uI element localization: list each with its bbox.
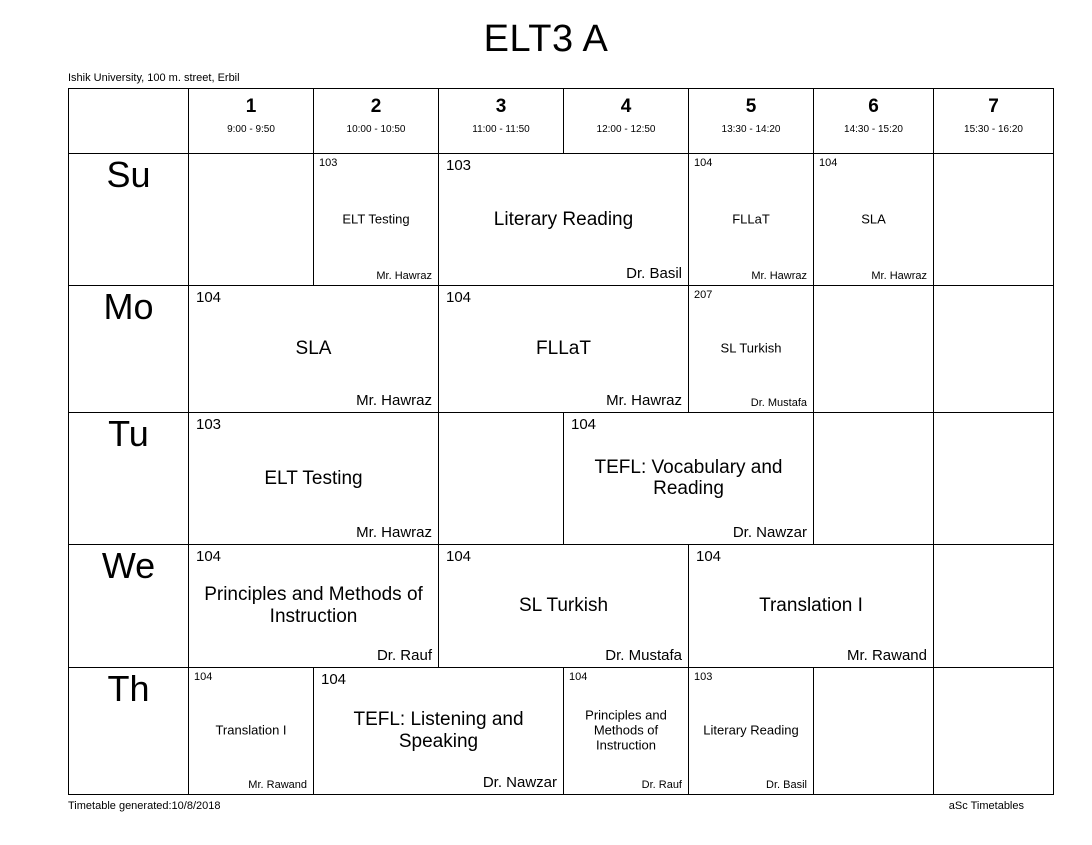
- subject-label: Literary Reading: [493, 208, 634, 230]
- room-label: 207: [694, 289, 713, 301]
- cell-su-1-empty[interactable]: [189, 154, 314, 286]
- period-time: 10:00 - 10:50: [346, 123, 406, 135]
- day-label-tu: Tu: [69, 413, 189, 545]
- period-time: 13:30 - 14:20: [721, 123, 781, 135]
- period-time: 11:00 - 11:50: [472, 123, 530, 135]
- teacher-label: Dr. Nawzar: [732, 524, 807, 541]
- room-label: 103: [196, 416, 222, 433]
- period-header-1: [189, 89, 314, 154]
- lesson-block: [314, 668, 563, 794]
- subject-label: Literary Reading: [703, 722, 799, 738]
- corner-cell: [69, 89, 189, 154]
- lesson-block: [189, 668, 313, 794]
- timetable-grid: [68, 88, 1054, 795]
- day-label-mo: Mo: [69, 286, 189, 413]
- teacher-label: Mr. Rawand: [846, 647, 927, 664]
- room-label: 104: [819, 157, 838, 169]
- subject-label: SL Turkish: [720, 340, 782, 356]
- timetable-header-row: [69, 89, 1054, 154]
- cell-we-5-6[interactable]: [689, 545, 934, 668]
- cell-tu-1-2[interactable]: [189, 413, 439, 545]
- teacher-label: Dr. Mustafa: [750, 397, 807, 409]
- room-label: 104: [321, 671, 347, 688]
- lesson-block: [689, 154, 813, 285]
- subject-label: Principles and Methods of Instruction: [585, 707, 667, 753]
- period-time: 9:00 - 9:50: [227, 123, 275, 135]
- day-row-mo: [69, 286, 1054, 413]
- day-label-su: Su: [69, 154, 189, 286]
- cell-tu-3-empty[interactable]: [439, 413, 564, 545]
- cell-tu-7-empty[interactable]: [934, 413, 1054, 545]
- teacher-label: Dr. Mustafa: [605, 647, 682, 664]
- subject-label: TEFL: Listening and Speaking: [353, 709, 524, 752]
- lesson-block: [689, 545, 933, 667]
- cell-th-2-3[interactable]: [314, 668, 564, 795]
- room-label: 104: [446, 289, 472, 306]
- cell-we-7-empty[interactable]: [934, 545, 1054, 668]
- cell-mo-7-empty[interactable]: [934, 286, 1054, 413]
- period-header-7: [934, 89, 1054, 154]
- subject-label: SL Turkish: [518, 595, 609, 617]
- period-number: 3: [495, 96, 507, 117]
- cell-th-4[interactable]: [564, 668, 689, 795]
- subject-label: ELT Testing: [264, 467, 363, 489]
- period-number: 7: [988, 96, 999, 117]
- subject-label: TEFL: Vocabulary and Reading: [594, 456, 783, 500]
- teacher-label: Mr. Hawraz: [606, 392, 682, 409]
- cell-su-5[interactable]: [689, 154, 814, 286]
- lesson-block: [439, 154, 688, 285]
- teacher-label: Mr. Rawand: [248, 779, 307, 791]
- cell-mo-3-4[interactable]: [439, 286, 689, 413]
- cell-su-6[interactable]: [814, 154, 934, 286]
- teacher-label: Mr. Hawraz: [356, 524, 432, 541]
- footer-generated-date: Timetable generated:10/8/2018: [68, 800, 221, 812]
- period-header-4: [564, 89, 689, 154]
- day-label-we: We: [69, 545, 189, 668]
- room-label: 104: [196, 289, 222, 306]
- teacher-label: Mr. Hawraz: [751, 270, 807, 282]
- day-row-th: [69, 668, 1054, 795]
- room-label: 103: [694, 671, 713, 683]
- cell-tu-4-5[interactable]: [564, 413, 814, 545]
- lesson-block: [439, 545, 688, 667]
- room-label: 104: [696, 548, 722, 565]
- subject-label: Translation I: [759, 595, 863, 617]
- period-header-6: [814, 89, 934, 154]
- lesson-block: [189, 413, 438, 544]
- cell-mo-5[interactable]: [689, 286, 814, 413]
- cell-mo-1-2[interactable]: [189, 286, 439, 413]
- cell-we-3-4[interactable]: [439, 545, 689, 668]
- teacher-label: Mr. Hawraz: [356, 392, 432, 409]
- cell-th-1[interactable]: [189, 668, 314, 795]
- day-label-th: Th: [69, 668, 189, 795]
- room-label: 104: [569, 671, 588, 683]
- teacher-label: Dr. Basil: [766, 779, 807, 791]
- period-time: 12:00 - 12:50: [596, 123, 656, 135]
- cell-th-6-empty[interactable]: [814, 668, 934, 795]
- period-number: 6: [868, 96, 879, 117]
- lesson-block: [564, 668, 688, 794]
- teacher-label: Dr. Rauf: [641, 779, 682, 791]
- teacher-label: Dr. Rauf: [376, 647, 432, 664]
- room-label: 104: [194, 671, 213, 683]
- room-label: 103: [446, 157, 472, 174]
- lesson-block: [439, 286, 688, 412]
- lesson-block: [564, 413, 813, 544]
- period-header-5: [689, 89, 814, 154]
- cell-su-3-4[interactable]: [439, 154, 689, 286]
- cell-mo-6-empty[interactable]: [814, 286, 934, 413]
- subject-label: ELT Testing: [342, 211, 410, 227]
- cell-tu-6-empty[interactable]: [814, 413, 934, 545]
- day-row-we: [69, 545, 1054, 668]
- teacher-label: Mr. Hawraz: [376, 270, 432, 282]
- period-header-2: [314, 89, 439, 154]
- day-row-su: [69, 154, 1054, 286]
- period-time: 14:30 - 15:20: [844, 123, 903, 135]
- lesson-block: [189, 286, 438, 412]
- lesson-block: [689, 286, 813, 412]
- subject-label: SLA: [295, 338, 332, 360]
- subject-label: SLA: [861, 211, 886, 227]
- lesson-block: [189, 545, 438, 667]
- room-label: 104: [694, 157, 713, 169]
- subject-label: FLLaT: [536, 338, 591, 360]
- cell-su-7-empty[interactable]: [934, 154, 1054, 286]
- teacher-label: Dr. Nawzar: [482, 774, 557, 791]
- subject-label: FLLaT: [732, 211, 770, 227]
- cell-th-5[interactable]: [689, 668, 814, 795]
- room-label: 103: [319, 157, 338, 169]
- period-number: 5: [745, 96, 757, 117]
- period-number: 2: [370, 96, 382, 117]
- institution-address: Ishik University, 100 m. street, Erbil: [68, 72, 240, 84]
- teacher-label: Mr. Hawraz: [871, 270, 927, 282]
- period-header-3: [439, 89, 564, 154]
- page-title: ELT3 A: [483, 18, 609, 60]
- footer-brand: aSc Timetables: [948, 800, 1024, 812]
- day-row-tu: [69, 413, 1054, 545]
- period-number: 1: [245, 96, 257, 117]
- lesson-block: [814, 154, 933, 285]
- room-label: 104: [571, 416, 597, 433]
- subject-label: Translation I: [215, 722, 287, 738]
- subject-label: Principles and Methods of Instruction: [204, 584, 423, 627]
- room-label: 104: [196, 548, 222, 565]
- cell-we-1-2[interactable]: [189, 545, 439, 668]
- cell-th-7-empty[interactable]: [934, 668, 1054, 795]
- period-time: 15:30 - 16:20: [964, 123, 1023, 135]
- lesson-block: [689, 668, 813, 794]
- room-label: 104: [446, 548, 472, 565]
- lesson-block: [314, 154, 438, 285]
- teacher-label: Dr. Basil: [626, 265, 682, 282]
- period-number: 4: [620, 96, 632, 117]
- cell-su-2[interactable]: [314, 154, 439, 286]
